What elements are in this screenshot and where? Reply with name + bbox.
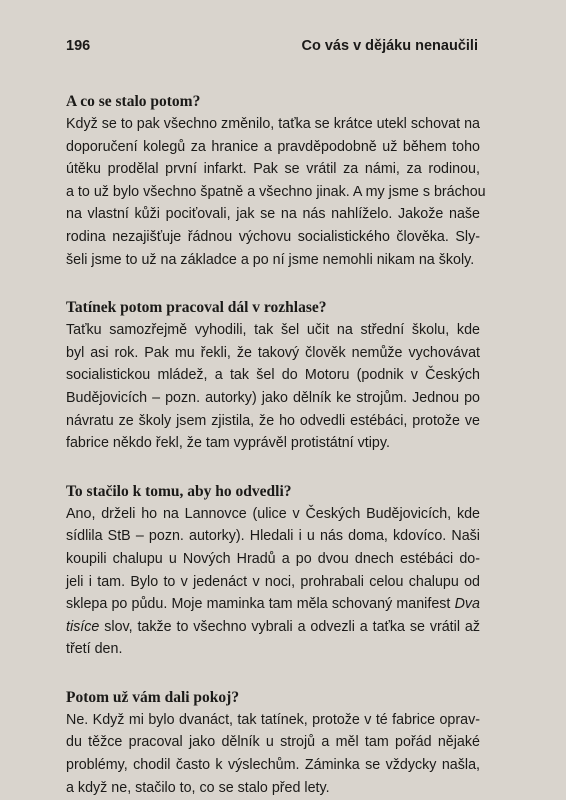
answer-line: du těžce pracoval jako dělník u strojů a měl tam pořád nějaké: [66, 734, 480, 751]
answer-line: a když ne, stačilo to, co se stalo před lety.: [66, 779, 330, 796]
interview-question: Potom už vám dali pokoj?: [66, 688, 240, 706]
qa-section: [66, 481, 480, 661]
answer-line: Ne. Když mi bylo dvanáct, tak tatínek, protože v té fabrice oprav-: [66, 711, 480, 728]
answer-line: na vlastní kůži pociťovali, jak se na nás nahlíželo. Jakože naše: [66, 206, 480, 223]
answer-line: Když se to pak všechno změnilo, taťka se krátce utekl schovat na: [66, 116, 480, 132]
qa-section: [66, 91, 486, 271]
answer-line: rodina nezajišťuje řádnou výchovu socialistického člověka. Sly-: [66, 228, 480, 245]
answer-line: Ano, drželi ho na Lannovce (ulice v Českých Budějovicích, kde: [66, 505, 480, 522]
interview-answer: [66, 503, 480, 661]
qa-section: [66, 687, 480, 799]
answer-line: jeli i tam. Bylo to v jedenáct v noci, prohrabali celou chalupu od: [66, 573, 480, 590]
running-header-title: Co vás v dějáku nenaučili: [301, 38, 478, 54]
answer-line: byl asi rok. Pak mu řekli, že takový člověk nemůže vychovávat: [66, 344, 480, 361]
answer-line: Taťku samozřejmě vyhodili, tak šel učit na střední školu, kde: [66, 322, 480, 339]
answer-line-text: sklepa po půdu. Moje maminka tam měla schovaný manifest: [66, 596, 451, 613]
answer-line: koupili chalupu u Nových Hradů a po dvou dnech estébáci do-: [66, 550, 480, 567]
qa-section: [66, 297, 480, 455]
interview-answer: [66, 709, 480, 799]
interview-question: Tatínek potom pracoval dál v rozhlase?: [66, 299, 327, 317]
page-number: 196: [66, 38, 91, 54]
answer-line: doporučení kolegů za hranice a pravděpodobně už během toho: [66, 138, 480, 155]
italic-title: Dva: [454, 596, 480, 613]
answer-line: třetí den.: [66, 641, 123, 658]
running-header: [66, 38, 478, 58]
interview-question: A co se stalo potom?: [66, 93, 201, 110]
answer-line: [66, 616, 480, 639]
answer-line: problémy, chodil často k výslechům. Záminka se vždycky našla,: [66, 757, 480, 774]
italic-title: tisíce: [66, 618, 100, 635]
answer-line: a to už bylo všechno špatně a všechno jinak. A my jsme s bráchou: [66, 183, 486, 200]
answer-line: návratu ze školy jsem zjistila, že ho odvedli estébáci, protože ve: [66, 412, 480, 429]
answer-line: šeli jsme to už na základce a po ní jsme nemohli nikam na školy.: [66, 251, 475, 268]
answer-line: fabrice někdo řekl, že tam vyprávěl protistátní vtipy.: [66, 435, 390, 452]
answer-line: Budějovicích – pozn. autorky) jako dělník ke strojům. Jednou po: [66, 389, 480, 406]
answer-line: [66, 593, 480, 616]
answer-line-text: slov, takže to všechno vybrali a odvezli a taťka se vrátil až: [104, 618, 480, 635]
answer-line: sídlila StB – pozn. autorky). Hledali i u nás doma, kdovíco. Naši: [66, 528, 480, 545]
answer-line: socialistickou mládež, a tak šel do Motoru (podnik v Českých: [66, 367, 480, 384]
interview-answer: [66, 113, 486, 271]
interview-text: [66, 91, 486, 799]
interview-answer: [66, 319, 480, 455]
answer-line: útěku prodělal první infarkt. Pak se vrátil za námi, za rodinou,: [66, 161, 480, 178]
interview-question: To stačilo k tomu, aby ho odvedli?: [66, 482, 292, 500]
